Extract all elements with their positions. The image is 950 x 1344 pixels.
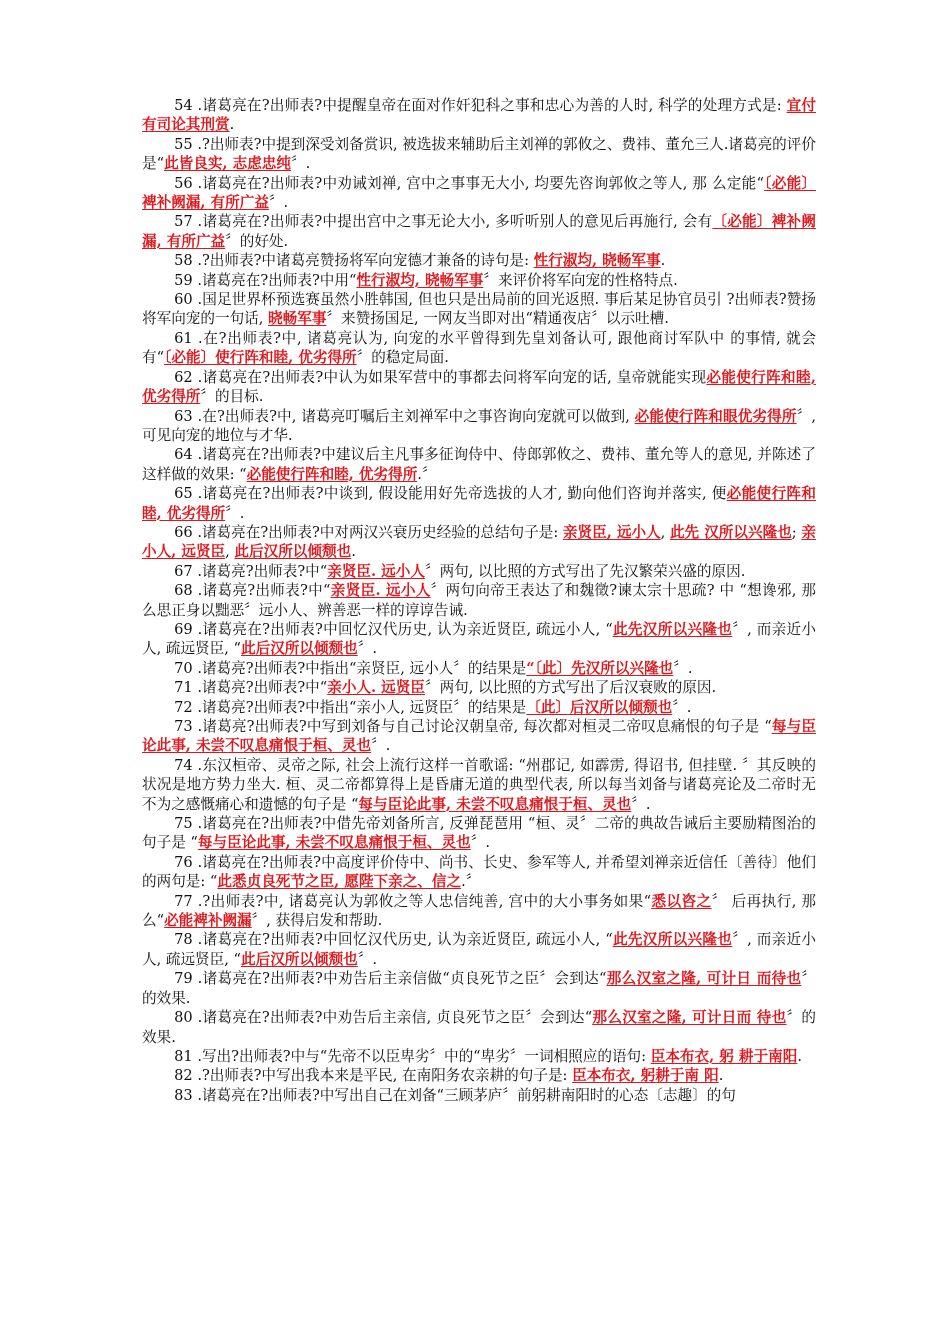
question-item [142,930,816,969]
answer-text: 每与臣论此事, 未尝不叹息痛恨于桓、灵也 [197,834,471,852]
question-text: . [351,543,356,561]
answer-text: 晓畅军事 [268,310,327,328]
question-text: 〞的效果. [142,970,816,1007]
question-text: 60 .国足世界杯预选赛虽然小胜韩国, 但也只是出局前的回光返照. 事后某足协官员引 ?出师表?赞扬将军向宠的一句话, [142,291,816,328]
question-text: . [229,116,235,134]
question-text: 〞来评价将军向宠的性格特点. [483,271,678,289]
answer-text: 性行淑均, 晓畅军事 [356,271,484,289]
question-text: 64 .诸葛亮在?出师表?中建议后主凡事多征询侍中、侍郎郭攸之、费祎、董允等人的意见, 并陈述了这样做的效果: “ [142,446,816,483]
question-text: 〞. [290,155,311,173]
answer-text: 此后汉所以倾颓也 [241,950,358,968]
question-item [142,717,816,756]
question-item [142,1008,816,1047]
question-text: 72 .诸葛亮?出师表?中指出“亲小人, 远贤臣〞的结果是 [174,698,527,716]
answer-text: “〔此〕先汉所以兴隆也 [526,659,674,677]
question-text: 77 .?出师表?中, 诸葛亮认为郭攸之等人忠信纯善, 宫中的大小事务如果“ [174,892,652,910]
question-text: 〞两句, 以比照的方式写出了后汉衰败的原因. [424,679,717,697]
question-text: 83 .诸葛亮在?出师表?中写出自己在刘备“三顾茅庐〞前躬耕南阳时的心态〔志趣〕的句 [174,1086,736,1104]
question-text: 〞的效果. [142,1009,816,1046]
question-text: 〞. [631,795,651,813]
question-text: 57 .诸葛亮在?出师表?中提出宫中之事无论大小, 多听听别人的意见后再施行, 会有 [174,213,713,231]
question-text: 70 .诸葛亮?出师表?中指出“亲贤臣, 远小人〞的结果是 [174,659,527,677]
question-item [142,445,816,484]
answer-text: 那么汉室之隆, 可计日而 待也 [592,1009,787,1027]
question-item [142,853,816,892]
question-text: 78 .诸葛亮在?出师表?中回忆汉代历史, 认为亲近贤臣, 疏远小人, “ [174,931,613,949]
answer-text: 〔必能〕裨补阙漏, 有所广益 [142,174,817,212]
question-text: 〞, 获得启发和帮助. [251,912,383,930]
question-text: 59 .诸葛亮在?出师表?中用“ [174,271,357,289]
question-text: 75 .诸葛亮在?出师表?中借先帝刘备所言, 反弹琵琶用 “桓、灵〞二帝的典故告诫后主要励精图治的句子是 “ [142,815,816,852]
answer-text: 每与臣论此事, 未尝不叹息痛恨于桓、灵也 [358,795,632,813]
question-text: 82 .?出师表?中写出我本来是平民, 在南阳务农亲耕的句子是: [174,1067,573,1085]
question-text: 66 .诸葛亮在?出师表?中对两汉兴衰历史经验的总结句子是: [174,523,563,541]
question-text: , [225,543,235,561]
answer-text: 此先汉所以兴隆也 [612,931,733,949]
question-text: ; [791,523,802,541]
question-text: 62 .诸葛亮在?出师表?中认为如果军营中的事都去问将军向宠的话, 皇帝就能实现 [174,368,707,386]
question-item [142,251,816,270]
answer-text: 〔必能〕裨补阙漏, 有所广益 [142,213,816,250]
question-text: 58 .?出师表?中诸葛亮赞扬将军向宠德才兼备的诗句是: [174,252,534,270]
question-text: 〞. [225,504,245,522]
answer-text: 此先汉所以兴隆也 [612,620,733,638]
answer-text: 亲贤臣. 远小人 [327,562,425,580]
answer-text: 此皆良实, 志虑忠纯 [164,155,291,173]
question-text: 63 .在?出师表?中, 诸葛亮叮嘱后主刘禅军中之事咨询向宠就可以做到, [174,407,635,425]
answer-text: 此后汉所以倾颓也 [234,543,352,561]
question-item [142,1086,816,1105]
answer-text: 〔此〕后汉所以倾颓也 [526,698,673,716]
answer-text: 宜付有司论其刑赏 [142,97,816,134]
question-item [142,484,816,523]
question-text: 76 .诸葛亮在?出师表?中高度评价侍中、尚书、长史、参军等人, 并希望刘禅亲近信任〔善待〕他们的两句是: “ [142,853,816,891]
question-item [142,620,816,659]
question-text: 〞两句向帝王表达了和魏徵?谏太宗十思疏? 中 “想谗邪, 那么思正身以黜恶〞远小人、辨善恶一样的谆谆告诫. [142,582,816,619]
question-item [142,698,816,717]
answer-text: 性行淑均, 晓畅军事 [533,252,661,270]
question-text: 54 .诸葛亮在?出师表?中提醒皇帝在面对作奸犯科之事和忠心为善的人时, 科学的处理方式是: [174,97,787,114]
question-item [142,678,816,697]
question-item [142,814,816,853]
answer-text: 臣本布衣, 躬 耕于南阳 [650,1047,798,1065]
question-text: .〞 [461,873,481,891]
question-item [142,659,816,678]
question-text: 〞. [672,698,692,716]
question-item [142,892,816,931]
question-item [142,523,816,562]
answer-text: 必能使行阵和睦, 优劣得所 [246,465,418,483]
question-text: 〞, 而亲近小人, 疏远贤臣, “ [142,931,817,968]
question-text: 67 .诸葛亮?出师表?中“ [174,562,328,580]
question-text: 〞. [470,834,490,852]
question-text: 〞. [673,659,693,677]
question-text: 〞来赞扬国足, 一网友当即对出“精通夜店〞以示吐槽. [326,310,669,328]
question-text: 65 .诸葛亮在?出师表?中谈到, 假设能用好先帝选拔的人才, 勤向他们咨询并落实, 便 [174,485,727,503]
question-text: 〞的好处. [225,232,289,250]
question-text: 79 .诸葛亮在?出师表?中劝告后主亲信做“贞良死节之臣〞会到达“ [174,970,607,988]
question-item [142,581,816,620]
question-text: 68 .诸葛亮?出师表?中“ [174,582,331,600]
question-text: 〞. [357,950,377,968]
answer-text: 臣本布衣, 躬耕于南 阳 [572,1067,719,1085]
question-text: 73 .诸葛亮?出师表?中写到刘备与自己讨论汉朝皇帝, 每次都对桓灵二帝叹息痛恨的句子是 “ [174,718,772,735]
question-item [142,756,816,814]
question-text: 〞. [371,737,391,755]
question-text: . [718,1067,724,1085]
answer-text: 亲贤臣. 远小人 [330,582,431,600]
question-text: . [660,252,666,270]
question-item [142,135,816,174]
question-item [142,271,816,290]
question-text: 〞的目标. [200,388,264,406]
answer-text: 亲贤臣, 远小人 [562,523,661,541]
question-text: 80 .诸葛亮在?出师表?中劝告后主亲信, 贞良死节之臣〞会到达“ [174,1009,593,1027]
question-item [142,96,816,135]
answer-text: 〔必能〕使行阵和睦, 优劣得所 [164,349,357,367]
question-item [142,562,816,581]
question-text: 〞两句, 以比照的方式写出了先汉繁荣兴盛的原因. [424,562,746,580]
question-text: 55 .?出师表?中提到深受刘备赏识, 被选拔来辅助后主刘禅的郭攸之、费祎、董允三人.诸葛亮的评价是“ [142,135,816,173]
question-text: . [797,1047,802,1065]
question-item [142,212,816,251]
question-text: 74 .东汉桓帝、灵帝之际, 社会上流行这样一首歌谣: “州郡记, 如霹雳, 得诏书, 但挂壁. 〞其反映的状况是地方势力坐大. 桓、灵二帝都算得上是昏庸无道的典型代表, 所以每当刘备与诸葛亮论及二帝时无不为之感慨痛心和遗憾的句子是 “ [142,756,816,813]
question-text: 〞, 可见向宠的地位与才华. [142,407,816,444]
question-text: , [660,523,670,541]
question-text: 〞 后再执行, 那么“ [142,892,816,930]
answer-text: 此先 汉所以兴隆也 [669,523,792,541]
question-item [142,329,816,368]
question-item [142,407,816,446]
answer-text: 必能使行阵和睦, 优劣得所 [142,368,816,406]
question-text: 56 .诸葛亮在?出师表?中劝诫刘禅, 宫中之事事无大小, 均要先咨询郭攸之等人, 那 么定能“ [174,174,764,192]
question-text: 〞. [268,194,289,212]
answer-text: 必能裨补阙漏 [164,912,252,930]
answer-text: 必能使行阵和睦, 优劣得所 [142,485,816,522]
answer-text: 此后汉所以倾颓也 [241,640,358,658]
question-text: 〞的稳定局面. [356,349,449,367]
question-item [142,969,816,1008]
answer-text: 必能使行阵和眼优劣得所 [634,407,797,425]
question-text: 〞. [357,640,377,658]
answer-text: 亲小人, 远贤臣 [142,523,816,561]
question-item [142,1047,816,1066]
question-item [142,1066,816,1085]
question-item [142,174,816,213]
answer-text: 悉以咨之 [651,892,712,910]
question-text: 81 .写出?出师表?中与“先帝不以臣卑劣〞中的“卑劣〞一词相照应的语句: [174,1047,651,1065]
answer-text: 亲小人. 远贤臣 [327,679,425,697]
answer-text: 那么汉室之隆, 可计日 而待也 [606,970,802,988]
question-text: 61 .在?出师表?中, 诸葛亮认为, 向宠的水平曾得到先皇刘备认可, 跟他商讨军队中 的事情, 就会有“ [142,329,816,367]
question-text: .〞 [417,465,437,483]
question-item [142,368,816,407]
question-item [142,290,816,329]
answer-text: 此悉贞良死节之臣, 愿陛下亲之、信之 [217,873,462,891]
question-text: 69 .诸葛亮在?出师表?中回忆汉代历史, 认为亲近贤臣, 疏远小人, “ [174,620,613,638]
question-text: 〞, 而亲近小人, 疏远贤臣, “ [142,620,817,658]
answer-text: 每与臣论此事, 未尝不叹息痛恨于桓、灵也 [142,718,816,755]
question-text: 71 .诸葛亮?出师表?中“ [174,679,328,697]
document-page [142,96,816,1105]
